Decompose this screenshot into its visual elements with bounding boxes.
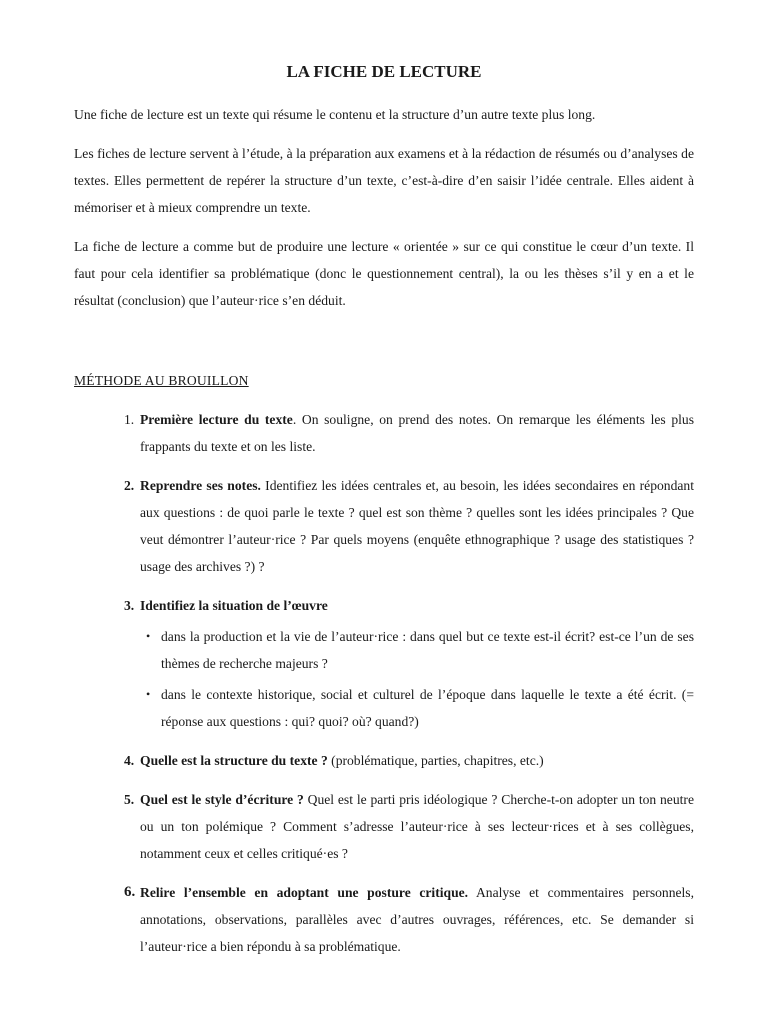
sub-list-item bbox=[140, 681, 694, 735]
step-number: 4. bbox=[124, 753, 135, 768]
step-body: . On souligne, on prend des notes. On remarque les éléments les plus frappants du texte et on les liste. bbox=[140, 412, 694, 454]
step-item-4 bbox=[0, 747, 694, 774]
step-item-3 bbox=[0, 592, 694, 735]
page-title: LA FICHE DE LECTURE bbox=[286, 62, 482, 81]
section-heading: MÉTHODE AU BROUILLON bbox=[74, 373, 249, 388]
sub-list-item bbox=[140, 623, 694, 677]
step-number: 6. bbox=[124, 884, 136, 900]
step-number: 3. bbox=[124, 598, 135, 613]
step-item-2 bbox=[0, 472, 694, 580]
intro-paragraph-1: Une fiche de lecture est un texte qui résume le contenu et la structure d’un autre texte plus long. bbox=[74, 107, 596, 122]
bullet-icon: • bbox=[146, 629, 151, 643]
step-title: Quel est le style d’écriture ? bbox=[140, 792, 304, 807]
step-number: 2. bbox=[124, 478, 135, 493]
step-number: 5. bbox=[124, 792, 135, 807]
step-body: (problématique, parties, chapitres, etc.) bbox=[327, 753, 544, 768]
step-title: Identifiez la situation de l’œuvre bbox=[140, 598, 328, 613]
step-item-6 bbox=[0, 879, 694, 960]
step-title: Première lecture du texte bbox=[140, 412, 293, 427]
sub-item-text: dans la production et la vie de l’auteur·rice : dans quel but ce texte est-il écrit? est-ce l’un de ses thèmes de recherche majeurs ? bbox=[161, 629, 694, 671]
intro-paragraph-2: Les fiches de lecture servent à l’étude, à la préparation aux examens et à la rédaction de résumés ou d’analyses de textes. Elles permettent de repérer la structure d’un texte, c’est-à-dire d’en saisir l’idée centrale. Elles aident à mémoriser et à mieux comprendre un texte. bbox=[74, 146, 694, 215]
step-item-5 bbox=[0, 786, 694, 867]
step-title: Reprendre ses notes. bbox=[140, 478, 261, 493]
intro-paragraph-3: La fiche de lecture a comme but de produire une lecture « orientée » sur ce qui constitue le cœur d’un texte. Il faut pour cela identifier sa problématique (donc le questionnement central), la ou les thèses s’il y en a et le résultat (conclusion) que l’auteur·rice s’en déduit. bbox=[74, 239, 694, 308]
step-body: Analyse et commentaires personnels, annotations, observations, parallèles avec d’autres ouvrages, références, etc. Se demander si l’auteur·rice a bien répondu à sa problématique. bbox=[140, 885, 694, 954]
method-steps-list bbox=[0, 406, 768, 972]
situation-sub-list bbox=[140, 623, 694, 735]
step-title: Relire l’ensemble en adoptant une posture critique. bbox=[140, 885, 469, 900]
sub-item-text: dans le contexte historique, social et culturel de l’époque dans laquelle le texte a été écrit. (= réponse aux questions : qui? quoi? où? quand?) bbox=[161, 687, 694, 729]
bullet-icon: • bbox=[146, 687, 151, 701]
step-item-1 bbox=[0, 406, 694, 460]
step-title: Quelle est la structure du texte ? bbox=[140, 753, 328, 768]
step-number: 1. bbox=[124, 412, 135, 427]
step-body: Identifiez les idées centrales et, au besoin, les idées secondaires en répondant aux questions : de quoi parle le texte ? quel est son thème ? quelles sont les idées principales ? Que veut démontrer l’auteur·rice ? Par quels moyens (enquête ethnographique ? usage des statistiques ? usage des archives ?) ? bbox=[140, 478, 694, 574]
step-body: Quel est le parti pris idéologique ? Cherche-t-on adopter un ton neutre ou un ton polémique ? Comment s’adresse l’auteur·rice à ses lecteur·rices et à ses collègues, notamment ceux et celles critiqué·es ? bbox=[140, 792, 694, 861]
